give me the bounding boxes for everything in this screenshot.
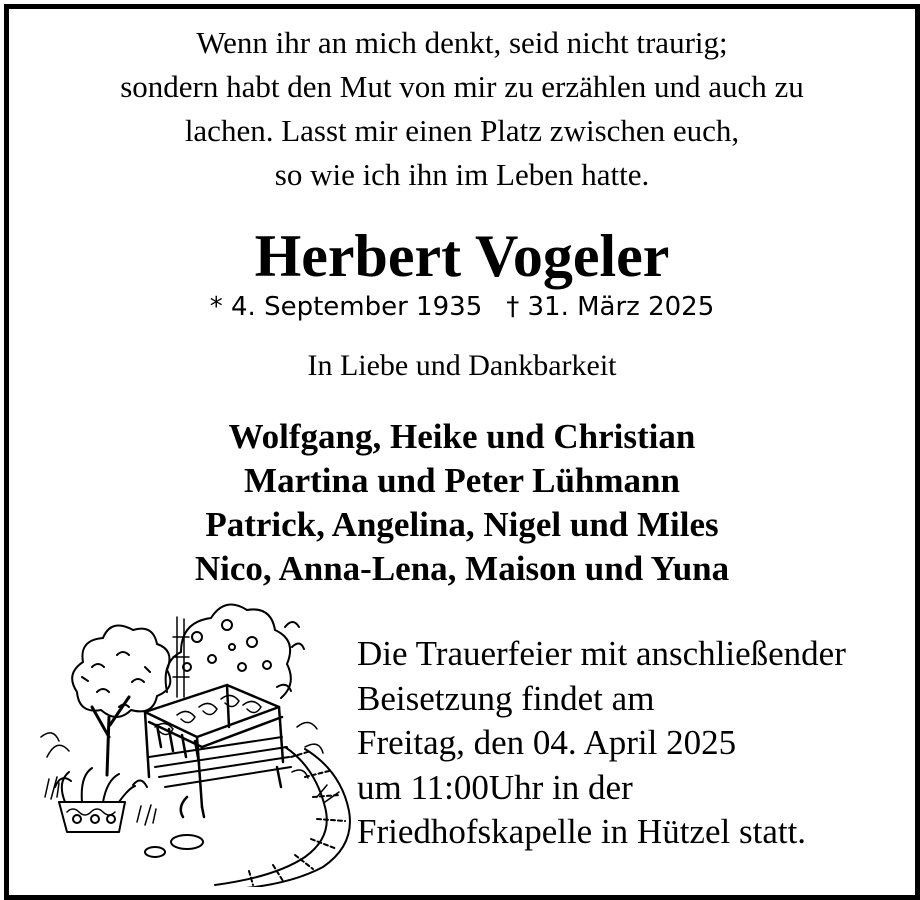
flower-bush-icon	[166, 605, 304, 698]
birth-date: * 4. September 1935	[209, 292, 483, 322]
ceremony-info	[357, 632, 897, 855]
poem-line: lachen. Lasst mir einen Platz zwischen euch,	[184, 113, 740, 148]
tree-icon	[72, 626, 170, 776]
life-dates	[9, 289, 915, 325]
poem-line: so wie ich ihn im Leben hatte.	[274, 157, 650, 192]
mourners-list	[9, 415, 915, 591]
mourner-line: Martina und Peter Lühmann	[244, 461, 680, 500]
ceremony-line: Die Trauerfeier mit anschließender	[357, 634, 846, 673]
ceremony-line: Friedhofskapelle in Hützel statt.	[357, 812, 807, 851]
poem-line: Wenn ihr an mich denkt, seid nicht traurig;	[196, 25, 728, 60]
poem	[9, 21, 915, 197]
mourner-line: Wolfgang, Heike und Christian	[228, 417, 696, 456]
mourner-line: Patrick, Angelina, Nigel und Miles	[205, 505, 719, 544]
flower-pot-icon	[55, 768, 147, 832]
ceremony-line: Beisetzung findet am	[357, 678, 655, 718]
death-date: † 31. März 2025	[506, 292, 715, 322]
ceremony-line: um 11:00Uhr in der	[357, 767, 633, 807]
ceremony-line: Freitag, den 04. April 2025	[357, 723, 737, 762]
deceased-name: Herbert Vogeler	[254, 223, 670, 289]
obituary-frame	[4, 4, 920, 900]
mourner-line: Nico, Anna-Lena, Maison und Yuna	[194, 549, 730, 588]
bench-icon	[145, 685, 291, 817]
stone-path-icon	[145, 747, 350, 887]
dedication: In Liebe und Dankbarkeit	[307, 349, 617, 382]
poem-line: sondern habt den Mut von mir zu erzählen und auch zu	[120, 69, 804, 104]
garden-bench-illustration	[37, 597, 367, 887]
